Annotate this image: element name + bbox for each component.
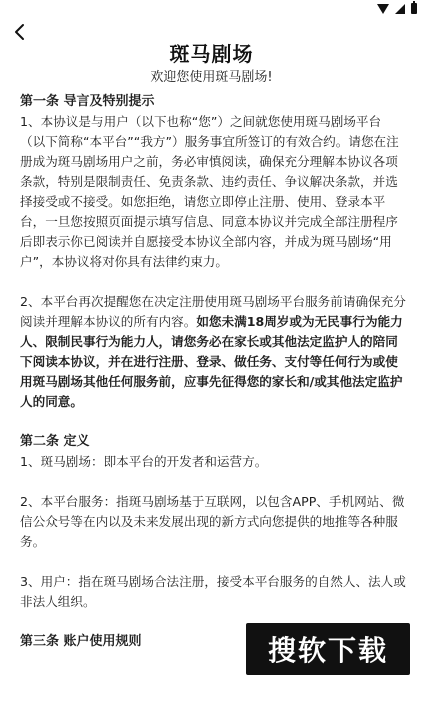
- section-1-paragraph-2-emphasis: 如您未满18周岁或为无民事行为能力人、限制民事行为能力人，请您务必在家长或其他法定监护人的陪同下阅读本协议，并在进行注册、登录、做任务、支付等任何行为或使用斑马剧场其他任何服务前，应事先征得您的家长和/或其他法定监护人的同意。: [20, 314, 403, 409]
- section-1-paragraph-1: 1、本协议是与用户（以下也称“您”）之间就您使用斑马剧场平台（以下简称“本平台”“我方”）服务事宜所签订的有效合约。请您在注册成为斑马剧场用户之前，务必审慎阅读，确保充分理解本协议各项条款，特别是限制责任、免责条款、违约责任、争议解决条款，并选择接受或不接受。如您拒绝，请您立即停止注册、使用、登录本平台，一旦您按照页面提示填写信息、同意本协议并完成全部注册程序后即表示你已阅读并自愿接受本协议全部内容，并成为斑马剧场“用户”，本协议将对你具有法律约束力。: [20, 114, 399, 269]
- section-1-heading: 第一条 导言及特别提示: [20, 94, 155, 109]
- wifi-icon: [377, 4, 389, 14]
- status-icons: [377, 3, 417, 14]
- battery-icon: [411, 3, 417, 14]
- section-2-heading: 第二条 定义: [20, 434, 90, 449]
- page-title: 斑马剧场: [169, 42, 254, 66]
- signal-icon: [395, 4, 405, 14]
- watermark: 搜软下载: [246, 623, 410, 675]
- section-2-paragraph-3: 3、用户：指在斑马剧场合法注册，接受本平台服务的自然人、法人或非法人组织。: [20, 574, 406, 609]
- section-3-heading: 第三条 账户使用规则: [20, 634, 142, 649]
- section-1-paragraph-2-text: 2、本平台再次提醒您在决定注册使用斑马剧场平台服务前请确保充分阅读并理解本协议的所有内容。: [20, 294, 406, 329]
- section-1-paragraph-2: [20, 292, 406, 412]
- status-bar: [0, 0, 423, 18]
- section-2-paragraph-2: 2、本平台服务：指斑马剧场基于互联网，以包含APP、手机网站、微信公众号等在内以及未来发展出现的新方式向您提供的地推等各种服务。: [20, 494, 405, 549]
- page-subtitle: 欢迎您使用斑马剧场!: [150, 70, 273, 85]
- section-2-paragraph-1: 1、斑马剧场：即本平台的开发者和运营方。: [20, 454, 268, 469]
- agreement-content: [20, 92, 406, 652]
